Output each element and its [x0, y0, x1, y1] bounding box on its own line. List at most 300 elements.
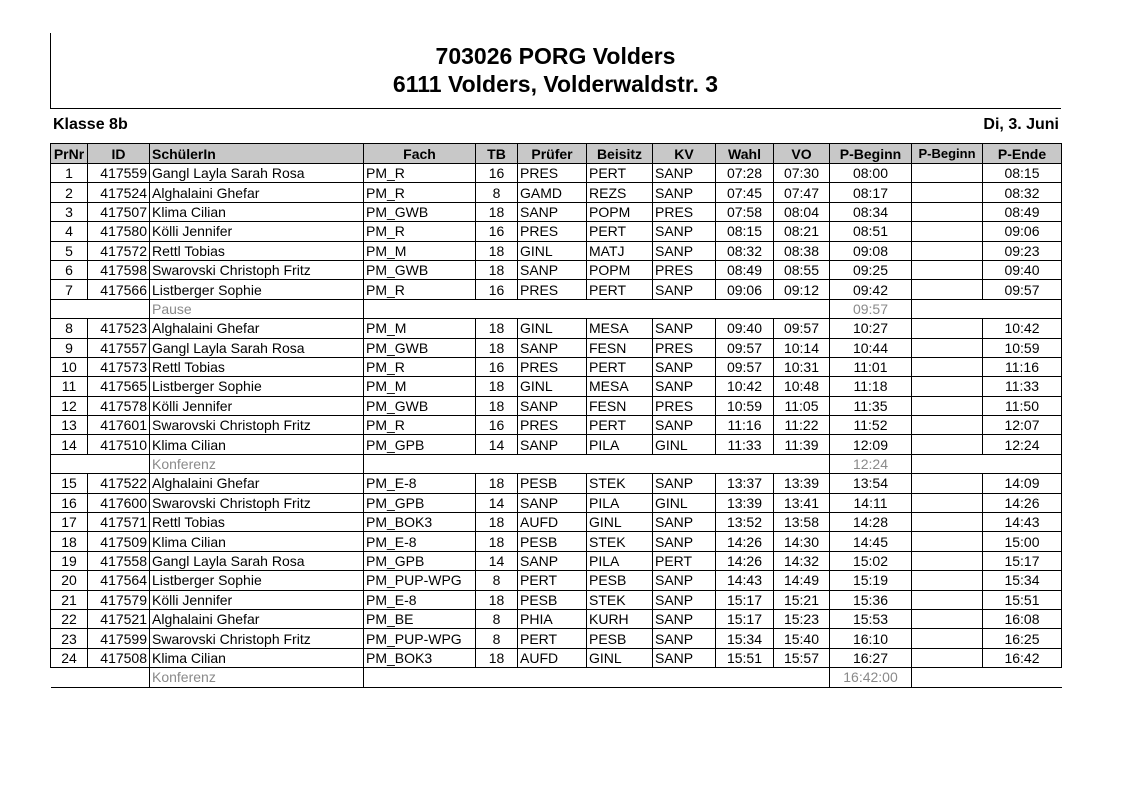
cell-examiner: GAMD	[518, 183, 587, 202]
cell-prep: 15:23	[774, 609, 830, 628]
break-row	[51, 299, 1062, 318]
break-row	[51, 454, 1062, 473]
cell-exam-start: 15:36	[830, 590, 912, 609]
table-body	[51, 164, 1062, 688]
cell-student: Swarovski Christoph Fritz	[150, 629, 364, 648]
cell-prep: 13:39	[774, 474, 830, 493]
cell-exam-start: 11:18	[830, 377, 912, 396]
cell-exam-start: 11:01	[830, 357, 912, 376]
cell-tb: 16	[476, 280, 518, 299]
cell-tb: 16	[476, 357, 518, 376]
cell-kv: SANP	[653, 319, 716, 338]
table-row	[51, 202, 1062, 221]
cell-choice: 09:40	[716, 319, 774, 338]
break-spacer	[912, 668, 1062, 687]
cell-prnr: 5	[51, 241, 88, 260]
cell-exam-start-2	[912, 551, 983, 570]
cell-exam-end: 09:40	[983, 260, 1062, 279]
cell-exam-start-2	[912, 396, 983, 415]
table-row	[51, 338, 1062, 357]
cell-tb: 18	[476, 260, 518, 279]
cell-student: Kölli Jennifer	[150, 396, 364, 415]
cell-examiner: SANP	[518, 551, 587, 570]
cell-tb: 18	[476, 513, 518, 532]
cell-subject: PM_PUP-WPG	[364, 629, 476, 648]
cell-prep: 10:31	[774, 357, 830, 376]
col-header-exam-start-2: P-Beginn	[912, 144, 983, 164]
title-divider	[50, 108, 1061, 109]
cell-assessor: PESB	[587, 571, 653, 590]
cell-choice: 11:33	[716, 435, 774, 454]
cell-examiner: SANP	[518, 435, 587, 454]
break-spacer	[364, 668, 830, 687]
cell-id: 417598	[88, 260, 150, 279]
cell-assessor: PERT	[587, 416, 653, 435]
cell-tb: 14	[476, 551, 518, 570]
cell-exam-end: 09:57	[983, 280, 1062, 299]
cell-examiner: SANP	[518, 338, 587, 357]
cell-kv: GINL	[653, 493, 716, 512]
cell-student: Klima Cilian	[150, 532, 364, 551]
cell-choice: 08:15	[716, 222, 774, 241]
cell-exam-start: 11:35	[830, 396, 912, 415]
cell-subject: PM_BOK3	[364, 648, 476, 667]
table-row	[51, 609, 1062, 628]
cell-exam-end: 09:23	[983, 241, 1062, 260]
cell-choice: 09:57	[716, 357, 774, 376]
cell-choice: 15:17	[716, 590, 774, 609]
cell-exam-end: 15:51	[983, 590, 1062, 609]
cell-exam-start-2	[912, 280, 983, 299]
cell-exam-start-2	[912, 319, 983, 338]
cell-tb: 16	[476, 222, 518, 241]
cell-prnr: 3	[51, 202, 88, 221]
cell-exam-start: 16:10	[830, 629, 912, 648]
cell-exam-end: 15:17	[983, 551, 1062, 570]
cell-prep: 14:32	[774, 551, 830, 570]
table-row	[51, 260, 1062, 279]
cell-prep: 13:58	[774, 513, 830, 532]
table-row	[51, 551, 1062, 570]
cell-exam-start-2	[912, 222, 983, 241]
cell-prnr: 23	[51, 629, 88, 648]
cell-exam-end: 14:09	[983, 474, 1062, 493]
cell-id: 417579	[88, 590, 150, 609]
cell-subject: PM_R	[364, 164, 476, 183]
cell-exam-start-2	[912, 571, 983, 590]
cell-exam-end: 16:42	[983, 648, 1062, 667]
cell-exam-start: 14:28	[830, 513, 912, 532]
cell-assessor: PERT	[587, 222, 653, 241]
table-row	[51, 629, 1062, 648]
cell-kv: PRES	[653, 396, 716, 415]
cell-exam-start: 15:53	[830, 609, 912, 628]
cell-tb: 18	[476, 377, 518, 396]
cell-assessor: POPM	[587, 202, 653, 221]
cell-choice: 07:28	[716, 164, 774, 183]
cell-examiner: SANP	[518, 396, 587, 415]
table-row	[51, 164, 1062, 183]
cell-assessor: PERT	[587, 280, 653, 299]
cell-exam-start: 08:00	[830, 164, 912, 183]
cell-assessor: STEK	[587, 590, 653, 609]
cell-tb: 18	[476, 396, 518, 415]
cell-tb: 16	[476, 164, 518, 183]
cell-choice: 15:51	[716, 648, 774, 667]
cell-prep: 14:49	[774, 571, 830, 590]
cell-exam-start-2	[912, 590, 983, 609]
cell-id: 417558	[88, 551, 150, 570]
cell-kv: SANP	[653, 222, 716, 241]
table-row	[51, 648, 1062, 667]
col-header-subject: Fach	[364, 144, 476, 164]
cell-prep: 08:21	[774, 222, 830, 241]
cell-exam-start: 09:25	[830, 260, 912, 279]
col-header-kv: KV	[653, 144, 716, 164]
cell-id: 417510	[88, 435, 150, 454]
cell-examiner: PESB	[518, 532, 587, 551]
cell-id: 417600	[88, 493, 150, 512]
cell-prep: 08:04	[774, 202, 830, 221]
cell-choice: 11:16	[716, 416, 774, 435]
cell-prnr: 11	[51, 377, 88, 396]
table-row	[51, 590, 1062, 609]
cell-subject: PM_R	[364, 222, 476, 241]
cell-assessor: STEK	[587, 532, 653, 551]
cell-prep: 07:47	[774, 183, 830, 202]
cell-exam-start-2	[912, 648, 983, 667]
cell-assessor: PILA	[587, 551, 653, 570]
cell-subject: PM_E-8	[364, 532, 476, 551]
cell-prnr: 21	[51, 590, 88, 609]
cell-student: Kölli Jennifer	[150, 222, 364, 241]
break-spacer	[364, 454, 830, 473]
cell-student: Klima Cilian	[150, 435, 364, 454]
cell-prep: 15:40	[774, 629, 830, 648]
cell-examiner: PRES	[518, 164, 587, 183]
cell-exam-start-2	[912, 532, 983, 551]
cell-exam-start: 09:42	[830, 280, 912, 299]
break-spacer	[912, 299, 1062, 318]
cell-subject: PM_E-8	[364, 590, 476, 609]
cell-prnr: 22	[51, 609, 88, 628]
cell-kv: PRES	[653, 338, 716, 357]
cell-kv: SANP	[653, 609, 716, 628]
cell-prep: 09:12	[774, 280, 830, 299]
cell-examiner: GINL	[518, 319, 587, 338]
school-address: 6111 Volders, Volderwaldstr. 3	[392, 71, 719, 97]
table-row	[51, 183, 1062, 202]
cell-student: Gangl Layla Sarah Rosa	[150, 164, 364, 183]
cell-assessor: MESA	[587, 319, 653, 338]
cell-exam-start: 08:34	[830, 202, 912, 221]
cell-choice: 14:43	[716, 571, 774, 590]
cell-prep: 11:22	[774, 416, 830, 435]
table-row	[51, 357, 1062, 376]
cell-exam-end: 16:08	[983, 609, 1062, 628]
cell-choice: 15:17	[716, 609, 774, 628]
cell-subject: PM_R	[364, 280, 476, 299]
cell-id: 417524	[88, 183, 150, 202]
cell-exam-start: 09:08	[830, 241, 912, 260]
cell-assessor: GINL	[587, 513, 653, 532]
cell-prnr: 7	[51, 280, 88, 299]
break-label: Pause	[150, 299, 364, 318]
cell-subject: PM_GWB	[364, 338, 476, 357]
cell-choice: 13:52	[716, 513, 774, 532]
cell-examiner: AUFD	[518, 648, 587, 667]
cell-kv: SANP	[653, 571, 716, 590]
cell-examiner: AUFD	[518, 513, 587, 532]
cell-choice: 07:45	[716, 183, 774, 202]
cell-student: Alghalaini Ghefar	[150, 474, 364, 493]
cell-exam-start: 16:27	[830, 648, 912, 667]
col-header-choice: Wahl	[716, 144, 774, 164]
break-time: 16:42:00	[830, 668, 912, 687]
cell-subject: PM_M	[364, 241, 476, 260]
cell-exam-start-2	[912, 164, 983, 183]
cell-examiner: PRES	[518, 416, 587, 435]
cell-choice: 14:26	[716, 551, 774, 570]
cell-kv: SANP	[653, 183, 716, 202]
cell-examiner: GINL	[518, 241, 587, 260]
cell-id: 417523	[88, 319, 150, 338]
cell-exam-start: 08:51	[830, 222, 912, 241]
cell-tb: 18	[476, 474, 518, 493]
cell-tb: 14	[476, 435, 518, 454]
cell-assessor: KURH	[587, 609, 653, 628]
cell-examiner: PERT	[518, 571, 587, 590]
cell-assessor: GINL	[587, 648, 653, 667]
cell-choice: 13:39	[716, 493, 774, 512]
cell-prnr: 10	[51, 357, 88, 376]
cell-exam-start-2	[912, 338, 983, 357]
table-row	[51, 241, 1062, 260]
cell-prnr: 4	[51, 222, 88, 241]
cell-kv: SANP	[653, 648, 716, 667]
cell-exam-end: 10:42	[983, 319, 1062, 338]
cell-prep: 11:39	[774, 435, 830, 454]
cell-examiner: SANP	[518, 202, 587, 221]
table-row	[51, 493, 1062, 512]
cell-kv: SANP	[653, 377, 716, 396]
cell-kv: GINL	[653, 435, 716, 454]
cell-prnr: 15	[51, 474, 88, 493]
cell-subject: PM_GWB	[364, 396, 476, 415]
cell-tb: 8	[476, 571, 518, 590]
cell-prep: 08:38	[774, 241, 830, 260]
cell-prnr: 1	[51, 164, 88, 183]
cell-student: Klima Cilian	[150, 202, 364, 221]
cell-prnr: 18	[51, 532, 88, 551]
cell-tb: 18	[476, 319, 518, 338]
cell-tb: 14	[476, 493, 518, 512]
cell-assessor: POPM	[587, 260, 653, 279]
cell-assessor: PERT	[587, 164, 653, 183]
cell-tb: 18	[476, 590, 518, 609]
cell-kv: SANP	[653, 532, 716, 551]
cell-assessor: MATJ	[587, 241, 653, 260]
cell-id: 417521	[88, 609, 150, 628]
col-header-exam-end: P-Ende	[983, 144, 1062, 164]
break-spacer	[51, 299, 150, 318]
break-label: Konferenz	[150, 668, 364, 687]
cell-id: 417507	[88, 202, 150, 221]
cell-assessor: STEK	[587, 474, 653, 493]
cell-subject: PM_GPB	[364, 435, 476, 454]
cell-exam-end: 11:33	[983, 377, 1062, 396]
page-title: 703026 PORG Volders	[435, 43, 676, 69]
table-row	[51, 416, 1062, 435]
cell-exam-start-2	[912, 377, 983, 396]
cell-choice: 09:06	[716, 280, 774, 299]
cell-prep: 07:30	[774, 164, 830, 183]
cell-choice: 14:26	[716, 532, 774, 551]
cell-id: 417571	[88, 513, 150, 532]
cell-subject: PM_R	[364, 357, 476, 376]
cell-exam-start-2	[912, 629, 983, 648]
table-row	[51, 571, 1062, 590]
col-header-prep: VO	[774, 144, 830, 164]
cell-prep: 08:55	[774, 260, 830, 279]
exam-schedule-table	[50, 143, 1062, 688]
cell-assessor: MESA	[587, 377, 653, 396]
cell-id: 417557	[88, 338, 150, 357]
cell-exam-end: 11:50	[983, 396, 1062, 415]
break-spacer	[364, 299, 830, 318]
cell-exam-start: 11:52	[830, 416, 912, 435]
cell-student: Alghalaini Ghefar	[150, 183, 364, 202]
cell-student: Listberger Sophie	[150, 571, 364, 590]
cell-exam-start-2	[912, 260, 983, 279]
cell-exam-end: 08:49	[983, 202, 1062, 221]
cell-choice: 13:37	[716, 474, 774, 493]
cell-prnr: 17	[51, 513, 88, 532]
cell-student: Swarovski Christoph Fritz	[150, 260, 364, 279]
cell-exam-start-2	[912, 202, 983, 221]
cell-kv: SANP	[653, 513, 716, 532]
cell-exam-start: 08:17	[830, 183, 912, 202]
cell-prnr: 9	[51, 338, 88, 357]
cell-assessor: PILA	[587, 435, 653, 454]
cell-id: 417509	[88, 532, 150, 551]
cell-kv: SANP	[653, 280, 716, 299]
cell-assessor: PERT	[587, 357, 653, 376]
cell-tb: 8	[476, 609, 518, 628]
cell-tb: 18	[476, 648, 518, 667]
cell-kv: SANP	[653, 474, 716, 493]
cell-exam-end: 08:15	[983, 164, 1062, 183]
cell-kv: SANP	[653, 590, 716, 609]
col-header-tb: TB	[476, 144, 518, 164]
cell-exam-end: 15:34	[983, 571, 1062, 590]
cell-tb: 8	[476, 629, 518, 648]
cell-choice: 10:59	[716, 396, 774, 415]
cell-student: Swarovski Christoph Fritz	[150, 416, 364, 435]
table-row	[51, 396, 1062, 415]
cell-examiner: GINL	[518, 377, 587, 396]
cell-prep: 13:41	[774, 493, 830, 512]
cell-exam-end: 11:16	[983, 357, 1062, 376]
cell-student: Rettl Tobias	[150, 513, 364, 532]
cell-choice: 08:32	[716, 241, 774, 260]
cell-subject: PM_R	[364, 183, 476, 202]
cell-prep: 10:48	[774, 377, 830, 396]
cell-exam-end: 16:25	[983, 629, 1062, 648]
cell-examiner: SANP	[518, 493, 587, 512]
cell-kv: PRES	[653, 202, 716, 221]
cell-id: 417559	[88, 164, 150, 183]
cell-exam-start-2	[912, 416, 983, 435]
cell-student: Kölli Jennifer	[150, 590, 364, 609]
cell-exam-start-2	[912, 513, 983, 532]
cell-exam-end: 09:06	[983, 222, 1062, 241]
cell-id: 417572	[88, 241, 150, 260]
cell-examiner: PRES	[518, 357, 587, 376]
cell-id: 417564	[88, 571, 150, 590]
cell-student: Gangl Layla Sarah Rosa	[150, 551, 364, 570]
cell-exam-start: 15:02	[830, 551, 912, 570]
cell-choice: 15:34	[716, 629, 774, 648]
cell-id: 417601	[88, 416, 150, 435]
col-header-id: ID	[88, 144, 150, 164]
cell-kv: PERT	[653, 551, 716, 570]
cell-examiner: PESB	[518, 590, 587, 609]
cell-exam-end: 12:24	[983, 435, 1062, 454]
cell-choice: 09:57	[716, 338, 774, 357]
cell-id: 417566	[88, 280, 150, 299]
break-spacer	[912, 454, 1062, 473]
table-row	[51, 319, 1062, 338]
cell-kv: SANP	[653, 629, 716, 648]
col-header-exam-start: P-Beginn	[830, 144, 912, 164]
cell-id: 417599	[88, 629, 150, 648]
cell-assessor: REZS	[587, 183, 653, 202]
cell-prnr: 16	[51, 493, 88, 512]
cell-exam-start: 10:27	[830, 319, 912, 338]
col-header-examiner: Prüfer	[518, 144, 587, 164]
cell-prep: 15:21	[774, 590, 830, 609]
cell-examiner: PRES	[518, 280, 587, 299]
break-spacer	[51, 668, 150, 687]
cell-student: Listberger Sophie	[150, 280, 364, 299]
cell-subject: PM_GWB	[364, 260, 476, 279]
cell-tb: 18	[476, 202, 518, 221]
cell-choice: 10:42	[716, 377, 774, 396]
table-header-row	[51, 144, 1062, 164]
cell-subject: PM_GPB	[364, 551, 476, 570]
cell-subject: PM_GPB	[364, 493, 476, 512]
cell-choice: 07:58	[716, 202, 774, 221]
cell-prep: 09:57	[774, 319, 830, 338]
cell-subject: PM_E-8	[364, 474, 476, 493]
cell-subject: PM_M	[364, 377, 476, 396]
cell-exam-end: 12:07	[983, 416, 1062, 435]
cell-prep: 14:30	[774, 532, 830, 551]
cell-prnr: 14	[51, 435, 88, 454]
cell-exam-start: 13:54	[830, 474, 912, 493]
cell-prep: 15:57	[774, 648, 830, 667]
break-time: 12:24	[830, 454, 912, 473]
cell-exam-end: 14:26	[983, 493, 1062, 512]
cell-exam-start-2	[912, 474, 983, 493]
cell-kv: SANP	[653, 164, 716, 183]
cell-prnr: 8	[51, 319, 88, 338]
cell-prep: 11:05	[774, 396, 830, 415]
cell-id: 417565	[88, 377, 150, 396]
cell-student: Alghalaini Ghefar	[150, 319, 364, 338]
cell-tb: 18	[476, 532, 518, 551]
